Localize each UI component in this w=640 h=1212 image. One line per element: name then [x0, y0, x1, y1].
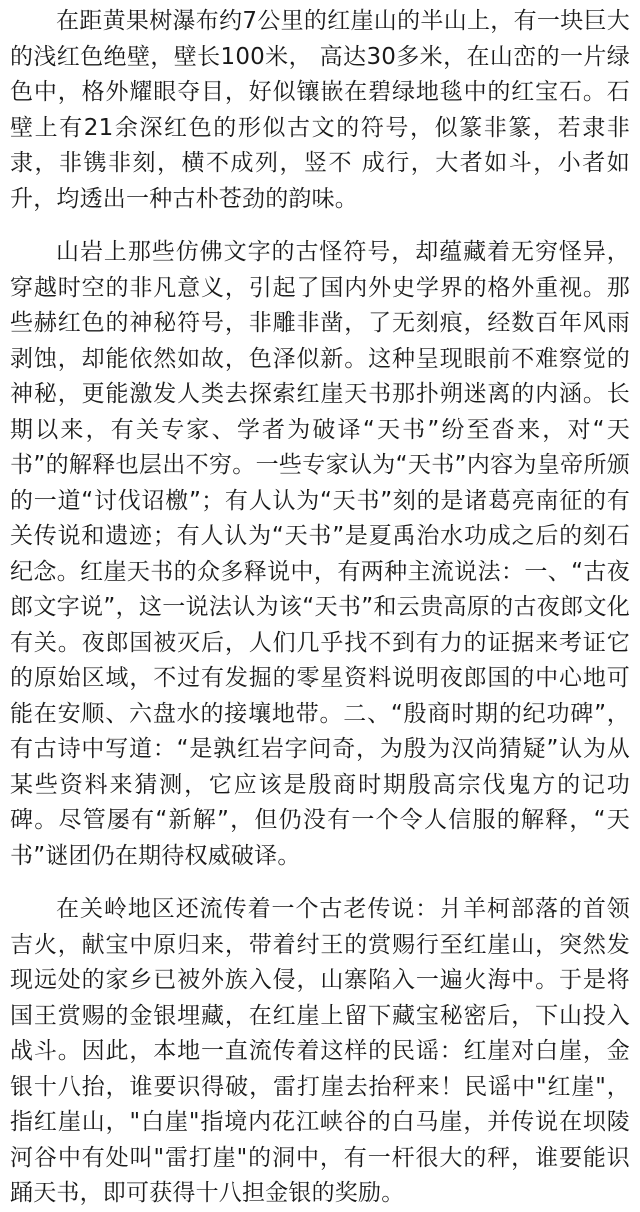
paragraph-interpretations: 山岩上那些仿佛文字的古怪符号，却蕴藏着无穷怪异，穿越时空的非凡意义，引起了国内外史学界的格外重视。那些赫红色的神秘符号，非雕非凿，了无刻痕，经数百年风雨剥蚀，却能依然如故，色泽似新。这种呈现眼前不难察觉的神秘，更能激发人类去探索红崖天书那扑朔迷离的内涵。长期以来，有关专家、学者为破译“天书”纷至沓来，对“天书”的解释也层出不穷。一些专家认为“天书”内容为皇帝所颁的一道“讨伐诏檄”；有人认为“天书”刻的是诸葛亮南征的有关传说和遗迹；有人认为“天书”是夏禹治水功成之后的刻石纪念。红崖天书的众多释说中，有两种主流说法：一、“古夜郎文字说”，这一说法认为该“天书”和云贵高原的古夜郎文化有关。夜郎国被灭后，人们几乎找不到有力的证据来考证它的原始区域，不过有发掘的零星资料说明夜郎国的中心地可能在安顺、六盘水的接壤地带。二、“殷商时期的纪功碑”，有古诗中写道：“是孰红岩字问奇，为殷为汉尚猜疑”认为从某些资料来猜测，它应该是殷商时期殷高宗伐鬼方的记功碑。尽管屡有“新解”，但仍没有一个令人信服的解释，“天书”谜团仍在期待权威破译。	[10, 239, 630, 869]
paragraph-legend: 在关岭地区还流传着一个古老传说：爿羊柯部落的首领吉火，献宝中原归来，带着纣王的赏赐行至红崖山，突然发现远处的家乡已被外族入侵，山寨陷入一遍火海中。于是将国王赏赐的金银埋藏，在红崖上留下藏宝秘密后，下山投入战斗。因此，本地一直流传着这样的民谣：红崖对白崖，金银十八抬，谁要识得破，雷打崖去抬秤来！民谣中"红崖"，指红崖山，"白崖"指境内花江峡谷的白马崖，并传说在坝陵河谷中有处叫"雷打崖"的洞中，有一杆很大的秤，谁要能识踊天书，即可获得十八担金银的奖励。	[10, 896, 630, 1206]
paragraph-intro: 在距黄果树瀑布约7公里的红崖山的半山上，有一块巨大的浅红色绝壁，壁长100米， 高达30多米，在山峦的一片绿色中，格外耀眼夺目，好似镶嵌在碧绿地毯中的红宝石。石壁上有21余深红色的形似古文的符号，似篆非篆，若隶非隶，非镌非刻，横不成列，竖不 成行，大者如斗，小者如升，均透出一种古朴苍劲的韵味。	[10, 8, 630, 212]
